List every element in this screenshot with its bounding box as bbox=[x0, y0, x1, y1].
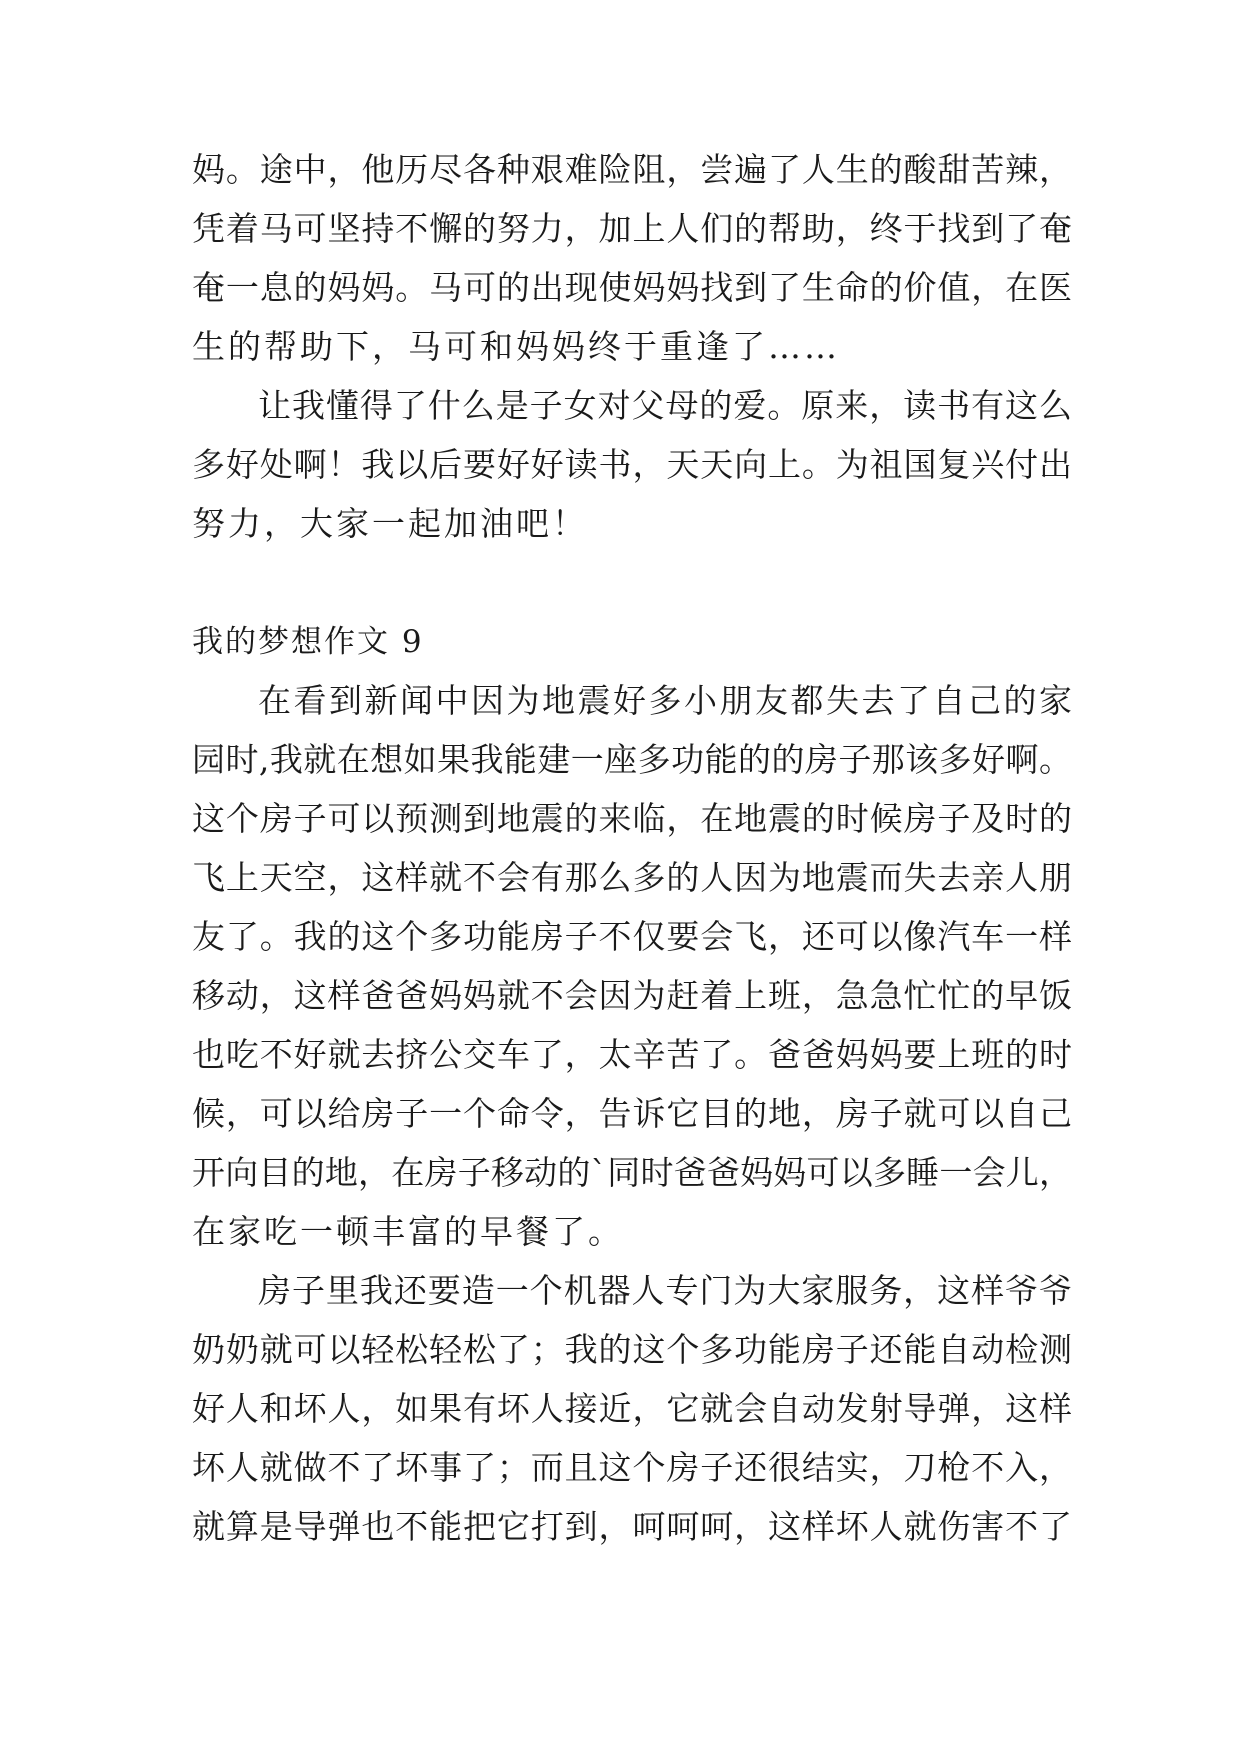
paragraph-line: 园时,我就在想如果我能建一座多功能的的房子那该多好啊。 bbox=[192, 740, 1072, 779]
paragraph-line: 在家吃一顿丰富的早餐了。 bbox=[192, 1212, 624, 1251]
paragraph-line: 候，可以给房子一个命令，告诉它目的地，房子就可以自己 bbox=[192, 1094, 1072, 1133]
paragraph-line: 妈。途中，他历尽各种艰难险阻，尝遍了人生的酸甜苦辣， bbox=[192, 150, 1072, 189]
paragraph-line: 就算是导弹也不能把它打到，呵呵呵，这样坏人就伤害不了 bbox=[192, 1507, 1072, 1546]
paragraph-line: 让我懂得了什么是子女对父母的爱。原来，读书有这么 bbox=[258, 386, 1072, 425]
paragraph-line: 房子里我还要造一个机器人专门为大家服务，这样爷爷 bbox=[258, 1271, 1072, 1310]
paragraph-line: 多好处啊！我以后要好好读书，天天向上。为祖国复兴付出 bbox=[192, 445, 1072, 484]
paragraph-line: 坏人就做不了坏事了；而且这个房子还很结实，刀枪不入， bbox=[192, 1448, 1072, 1487]
paragraph-line: 奶奶就可以轻松轻松了；我的这个多功能房子还能自动检测 bbox=[192, 1330, 1072, 1369]
section-heading: 我的梦想作文 9 bbox=[192, 624, 424, 660]
paragraph-line: 凭着马可坚持不懈的努力，加上人们的帮助，终于找到了奄 bbox=[192, 209, 1072, 248]
paragraph-line: 在看到新闻中因为地震好多小朋友都失去了自己的家 bbox=[258, 681, 1072, 720]
paragraph-line: 友了。我的这个多功能房子不仅要会飞，还可以像汽车一样 bbox=[192, 917, 1072, 956]
paragraph-line: 好人和坏人，如果有坏人接近，它就会自动发射导弹，这样 bbox=[192, 1389, 1072, 1428]
paragraph-line: 开向目的地，在房子移动的`同时爸爸妈妈可以多睡一会儿， bbox=[192, 1153, 1072, 1192]
paragraph-line: 也吃不好就去挤公交车了，太辛苦了。爸爸妈妈要上班的时 bbox=[192, 1035, 1072, 1074]
paragraph-line: 这个房子可以预测到地震的来临，在地震的时候房子及时的 bbox=[192, 799, 1072, 838]
paragraph-line: 移动，这样爸爸妈妈就不会因为赶着上班，急急忙忙的早饭 bbox=[192, 976, 1072, 1015]
paragraph-line: 努力，大家一起加油吧！ bbox=[192, 504, 588, 543]
paragraph-line: 生的帮助下，马可和妈妈终于重逢了…… bbox=[192, 327, 840, 366]
paragraph-line: 飞上天空，这样就不会有那么多的人因为地震而失去亲人朋 bbox=[192, 858, 1072, 897]
paragraph-line: 奄一息的妈妈。马可的出现使妈妈找到了生命的价值，在医 bbox=[192, 268, 1072, 307]
